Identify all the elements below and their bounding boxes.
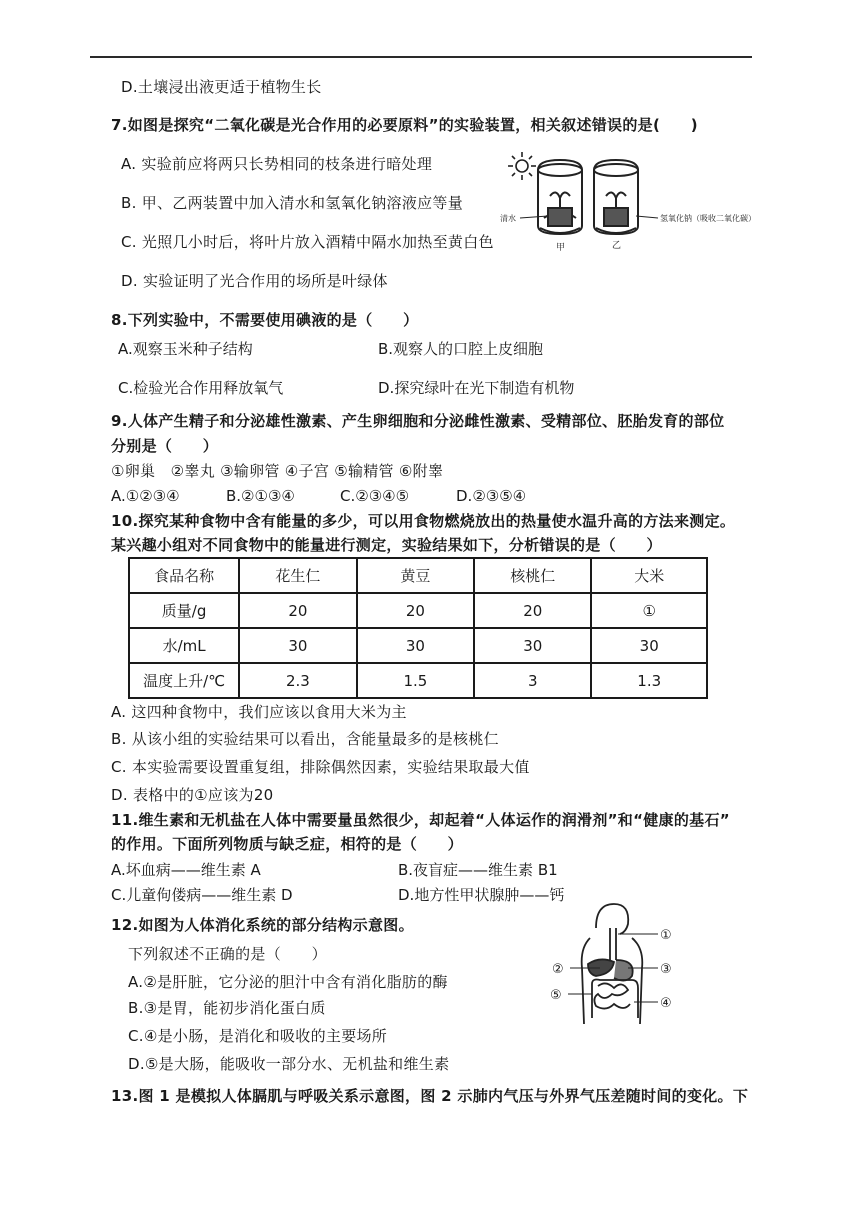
table-row xyxy=(129,628,707,663)
q8-option-b: B.观察人的口腔上皮细胞 xyxy=(378,340,544,358)
q7-option-c: C. 光照几小时后，将叶片放入酒精中隔水加热至黄白色 xyxy=(121,233,494,251)
q9-stem-line1: 9.人体产生精子和分泌雄性激素、产生卵细胞和分泌雌性激素、受精部位、胚胎发育的部位 xyxy=(111,412,725,430)
table-cell: 水/mL xyxy=(129,628,239,663)
table-header-cell: 大米 xyxy=(591,558,707,593)
label-5: ⑤ xyxy=(550,988,562,1003)
q10-stem-line1: 10.探究某种食物中含有能量的多少，可以用食物燃烧放出的热量使水温升高的方法来测定。 xyxy=(111,512,736,530)
q10-option-b: B. 从该小组的实验结果可以看出，含能量最多的是核桃仁 xyxy=(111,730,499,748)
q13-stem-line1: 13.图 1 是模拟人体膈肌与呼吸关系示意图，图 2 示肺内气压与外界气压差随时间的变化。下 xyxy=(111,1087,749,1105)
table-header-cell: 花生仁 xyxy=(239,558,356,593)
table-cell: 1.3 xyxy=(591,663,707,698)
q10-stem-line2: 某兴趣小组对不同食物中的能量进行测定，实验结果如下，分析错误的是（ ） xyxy=(111,536,662,554)
q7-option-d: D. 实验证明了光合作用的场所是叶绿体 xyxy=(121,272,388,290)
table-cell: 3 xyxy=(474,663,591,698)
q9-items: ①卵巢 ②睾丸 ③输卵管 ④子宫 ⑤输精管 ⑥附睾 xyxy=(111,462,444,480)
table-header-cell: 核桃仁 xyxy=(474,558,591,593)
label-yi: 乙 xyxy=(612,241,622,251)
q7-apparatus-figure xyxy=(500,148,762,258)
label-right: 氢氧化钠（吸收二氧化碳） xyxy=(660,214,756,223)
q8-option-d: D.探究绿叶在光下制造有机物 xyxy=(378,379,575,397)
label-3: ③ xyxy=(660,962,672,977)
q11-stem-line2: 的作用。下面所列物质与缺乏症，相符的是（ ） xyxy=(111,835,463,853)
table-cell: 质量/g xyxy=(129,593,239,628)
q9-option-a: A.①②③④ xyxy=(111,487,180,505)
q6-option-d: D.土壤浸出液更适于植物生长 xyxy=(121,78,322,96)
jar-yi xyxy=(594,160,638,234)
q9-option-d: D.②③⑤④ xyxy=(456,487,527,505)
food-energy-table xyxy=(128,557,708,699)
label-left: 清水 xyxy=(500,214,516,223)
label-jia: 甲 xyxy=(556,243,566,253)
q11-stem-line1: 11.维生素和无机盐在人体中需要量虽然很少，却起着“人体运作的润滑剂”和“健康的基石” xyxy=(111,811,730,829)
label-2: ② xyxy=(552,962,564,977)
table-cell: 30 xyxy=(239,628,356,663)
table-header-cell: 黄豆 xyxy=(357,558,474,593)
table-cell: 2.3 xyxy=(239,663,356,698)
q10-option-c: C. 本实验需要设置重复组，排除偶然因素，实验结果取最大值 xyxy=(111,758,530,776)
table-row xyxy=(129,593,707,628)
q12-option-d: D.⑤是大肠，能吸收一部分水、无机盐和维生素 xyxy=(128,1055,450,1073)
table-cell: 30 xyxy=(591,628,707,663)
q8-option-a: A.观察玉米种子结构 xyxy=(118,340,253,358)
q11-option-c: C.儿童佝偻病——维生素 D xyxy=(111,886,293,904)
q7-option-a: A. 实验前应将两只长势相同的枝条进行暗处理 xyxy=(121,155,433,173)
q12-stem-line2: 下列叙述不正确的是（ ） xyxy=(128,945,327,963)
table-cell: ① xyxy=(591,593,707,628)
label-4: ④ xyxy=(660,996,672,1011)
table-header-row xyxy=(129,558,707,593)
q9-option-b: B.②①③④ xyxy=(226,487,295,505)
q11-option-b: B.夜盲症——维生素 B1 xyxy=(398,861,558,879)
q12-option-c: C.④是小肠，是消化和吸收的主要场所 xyxy=(128,1027,388,1045)
label-1: ① xyxy=(660,928,672,943)
q11-option-a: A.坏血病——维生素 A xyxy=(111,861,261,879)
q10-option-d: D. 表格中的①应该为20 xyxy=(111,786,274,804)
q7-stem: 7.如图是探究“二氧化碳是光合作用的必要原料”的实验装置，相关叙述错误的是( ) xyxy=(111,116,698,134)
table-cell: 温度上升/℃ xyxy=(129,663,239,698)
table-cell: 30 xyxy=(474,628,591,663)
q9-stem-line2: 分别是（ ） xyxy=(111,437,219,455)
sun-icon xyxy=(508,152,536,180)
q11-option-d: D.地方性甲状腺肿——钙 xyxy=(398,886,565,904)
q12-stem-line1: 12.如图为人体消化系统的部分结构示意图。 xyxy=(111,916,414,934)
digestive-system-figure xyxy=(540,898,680,1028)
table-header-cell: 食品名称 xyxy=(129,558,239,593)
q8-option-c: C.检验光合作用释放氧气 xyxy=(118,379,284,397)
table-cell: 30 xyxy=(357,628,474,663)
q10-option-a: A. 这四种食物中，我们应该以食用大米为主 xyxy=(111,703,407,721)
header-rule xyxy=(90,56,752,58)
q7-option-b: B. 甲、乙两装置中加入清水和氢氧化钠溶液应等量 xyxy=(121,194,464,212)
q12-option-a: A.②是肝脏，它分泌的胆汁中含有消化脂肪的酶 xyxy=(128,973,448,991)
table-cell: 20 xyxy=(357,593,474,628)
table-row xyxy=(129,663,707,698)
q8-stem: 8.下列实验中，不需要使用碘液的是（ ） xyxy=(111,311,419,329)
table-cell: 1.5 xyxy=(357,663,474,698)
table-cell: 20 xyxy=(239,593,356,628)
q9-option-c: C.②③④⑤ xyxy=(340,487,410,505)
table-cell: 20 xyxy=(474,593,591,628)
jar-jia xyxy=(538,160,582,234)
q12-option-b: B.③是胃，能初步消化蛋白质 xyxy=(128,999,326,1017)
